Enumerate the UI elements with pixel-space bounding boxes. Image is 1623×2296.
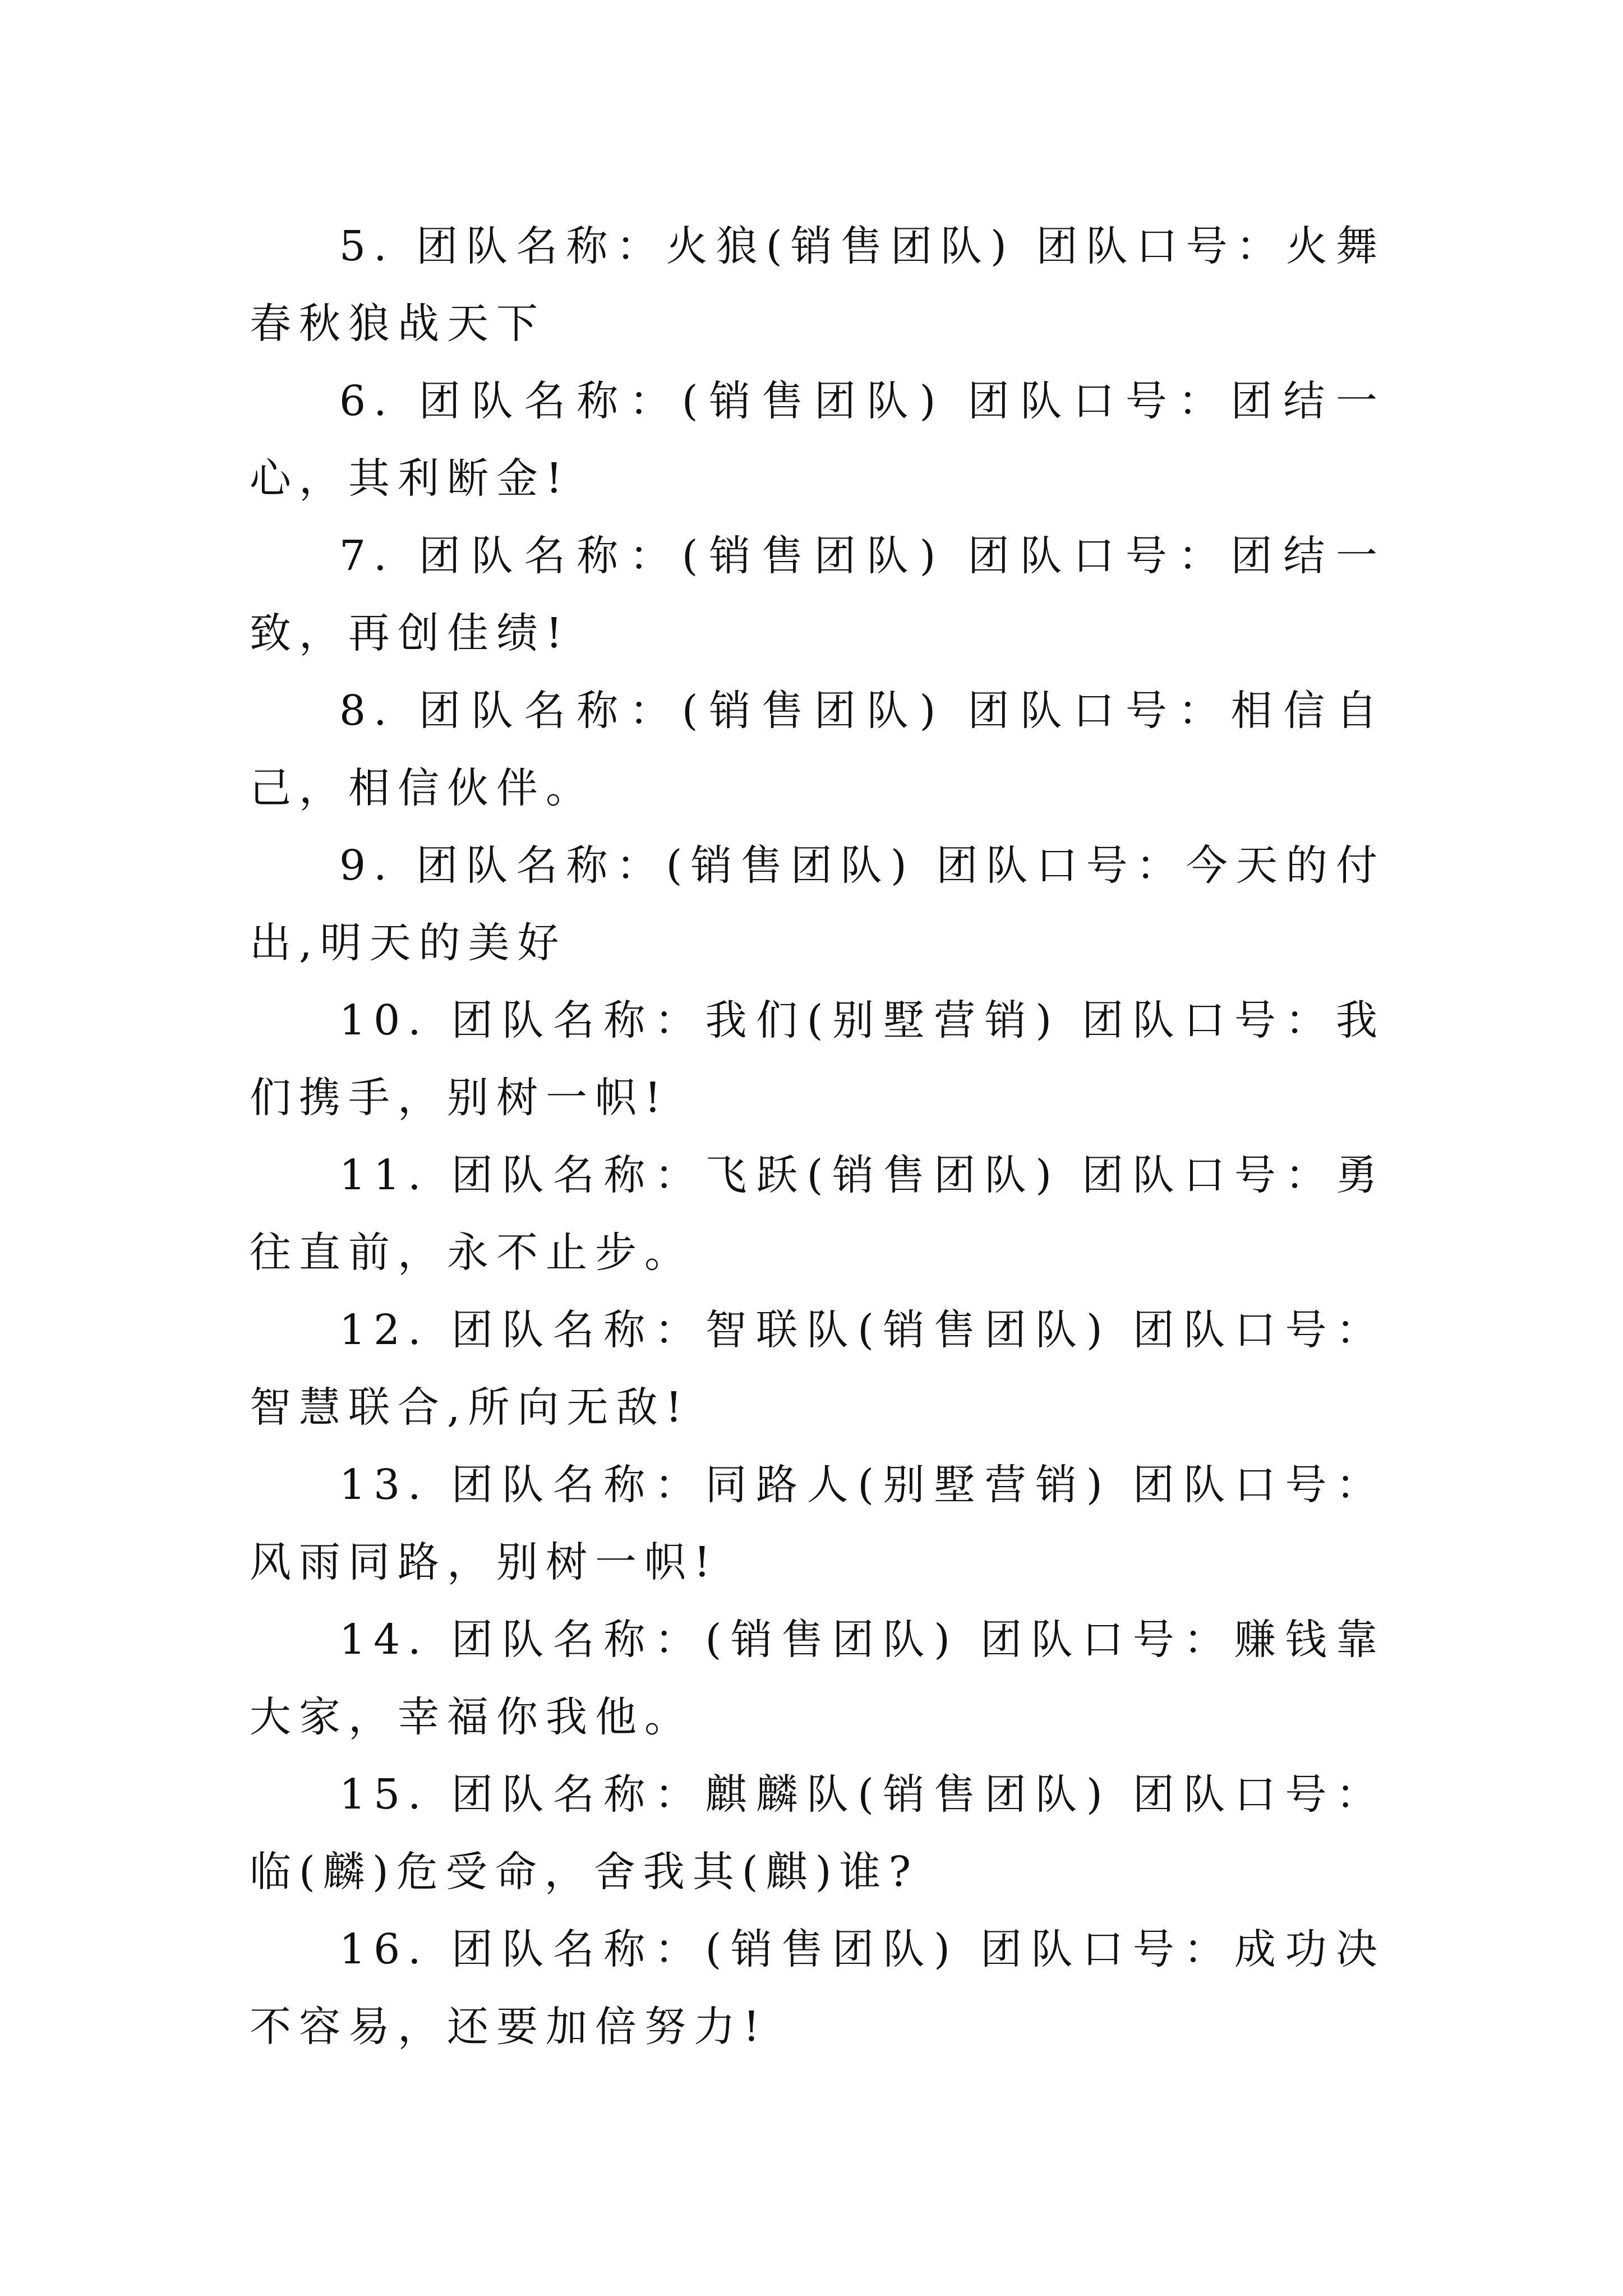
- list-item: 11. 团队名称：飞跃(销售团队) 团队口号：勇往直前，永不止步。: [250, 1151, 1385, 1277]
- list-item: 13. 团队名称：同路人(别墅营销) 团队口号：风雨同路，别树一帜!: [250, 1461, 1385, 1586]
- list-item: 5. 团队名称：火狼(销售团队) 团队口号：火舞春秋狼战天下: [250, 222, 1385, 348]
- list-item: 8. 团队名称：(销售团队) 团队口号：相信自己，相信伙伴。: [250, 687, 1385, 812]
- slogan-list: [250, 208, 1385, 2065]
- list-item: 9. 团队名称：(销售团队) 团队口号：今天的付出,明天的美好: [250, 841, 1385, 967]
- list-item: 16. 团队名称：(销售团队) 团队口号：成功决不容易，还要加倍努力!: [250, 1925, 1385, 2051]
- list-item: 14. 团队名称：(销售团队) 团队口号：赚钱靠大家，幸福你我他。: [250, 1616, 1385, 1741]
- list-item: 10. 团队名称：我们(别墅营销) 团队口号：我们携手，别树一帜!: [250, 996, 1385, 1122]
- list-item: 6. 团队名称：(销售团队) 团队口号：团结一心，其利断金!: [250, 377, 1385, 503]
- list-item: 7. 团队名称：(销售团队) 团队口号：团结一致，再创佳绩!: [250, 532, 1385, 657]
- list-item: 12. 团队名称：智联队(销售团队) 团队口号：智慧联合,所向无敌!: [250, 1306, 1385, 1432]
- list-item: 15. 团队名称：麒麟队(销售团队) 团队口号：临(麟)危受命，舍我其(麒)谁?: [250, 1770, 1385, 1896]
